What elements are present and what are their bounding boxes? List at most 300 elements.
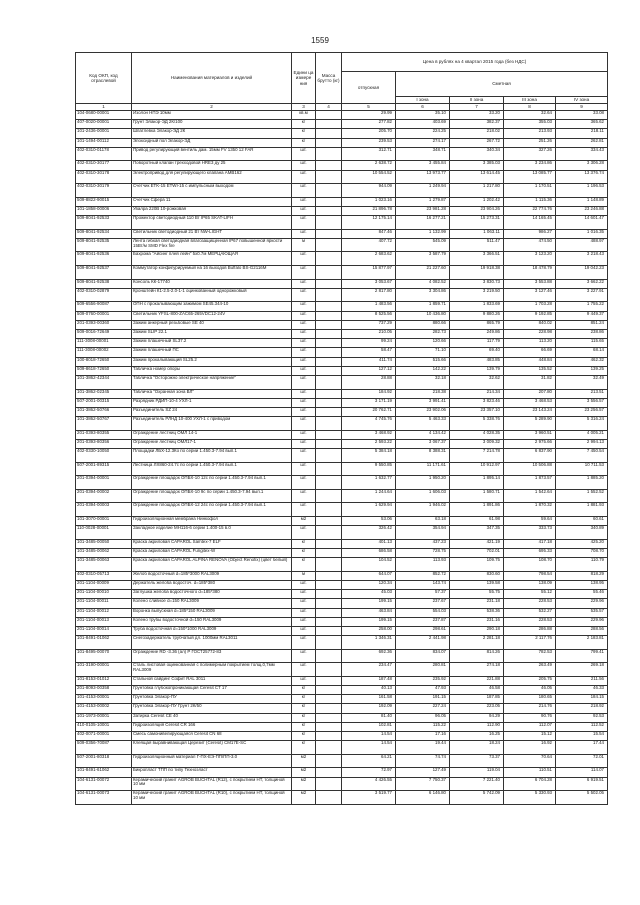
item-unit: кг: [292, 129, 316, 138]
item-mass: [316, 517, 342, 526]
item-unit: шт.: [292, 216, 316, 230]
header-zone4: IV зона: [556, 97, 608, 104]
price-zone3: 1 170.51: [504, 184, 556, 198]
price-zone3: 333.73: [504, 526, 556, 540]
item-unit: шт.: [292, 462, 316, 476]
item-name: Краска акриловая CAPAROL ALPINA RENOVA (Object Renofix) (цвет белый): [132, 558, 292, 572]
item-code: 410-0105-10001: [76, 722, 132, 731]
page-number: 1559: [311, 36, 329, 45]
column-number: 5: [342, 104, 396, 111]
price-zone4: 340.89: [556, 526, 608, 540]
item-unit: кг: [292, 741, 316, 755]
price-release: 407.72: [342, 238, 396, 252]
price-zone1: 191.15: [396, 695, 450, 704]
item-name: Зажим SLIP 22.1: [132, 330, 292, 339]
item-mass: [316, 366, 342, 375]
table-row: [76, 389, 608, 398]
item-unit: шт.: [292, 590, 316, 599]
item-mass: [316, 476, 342, 490]
item-code: 509-6556-90087: [76, 302, 132, 311]
item-mass: [316, 526, 342, 540]
item-code: 101-3070-00001: [76, 517, 132, 526]
price-zone1: 437.23: [396, 539, 450, 548]
item-unit: м2: [292, 777, 316, 791]
item-mass: [316, 197, 342, 206]
price-zone3: 108.70: [504, 558, 556, 572]
item-code: 201-1104-00010: [76, 590, 132, 599]
item-unit: кг: [292, 558, 316, 572]
price-zone2: 7 214.78: [450, 449, 504, 463]
price-zone2: 23 904.26: [450, 206, 504, 215]
item-name: Зажим анкерный резьбовые SE 40: [132, 320, 292, 329]
price-zone1: 3 455.84: [396, 161, 450, 170]
item-name: Бикропласт ТПП по типу Техноэласт: [132, 768, 292, 777]
item-code: 111-3008-00001: [76, 339, 132, 348]
item-mass: [316, 375, 342, 389]
price-release: 199.15: [342, 599, 396, 608]
price-release: 8 525.56: [342, 311, 396, 320]
item-name: Клеящая выравнивающая Церезит (Ceresit) CM17E-SC: [132, 741, 292, 755]
price-release: 72.97: [342, 768, 396, 777]
item-code: 101-3862-50766: [76, 407, 132, 416]
item-code: 507-2001-80318: [76, 754, 132, 768]
price-zone4: 60.61: [556, 517, 608, 526]
price-release: 9 550.85: [342, 462, 396, 476]
price-zone4: 229.96: [556, 599, 608, 608]
item-mass: [316, 138, 342, 147]
price-zone3: 10 506.88: [504, 462, 556, 476]
price-zone4: 799.41: [556, 649, 608, 663]
price-zone1: 282.73: [396, 330, 450, 339]
item-unit: шт.: [292, 636, 316, 650]
price-zone2: 231.18: [450, 599, 504, 608]
price-zone1: 280.81: [396, 663, 450, 677]
item-code: 101-3190-00001: [76, 663, 132, 677]
price-zone2: 830.60: [450, 571, 504, 580]
price-zone2: 23 357.10: [450, 407, 504, 416]
item-code: 101-1494-00112: [76, 138, 132, 147]
price-zone1: 120.66: [396, 339, 450, 348]
price-zone3: 3 553.88: [504, 279, 556, 288]
price-zone3: 840.02: [504, 320, 556, 329]
price-zone1: 852.72: [396, 571, 450, 580]
item-mass: [316, 676, 342, 685]
price-zone3: 113.20: [504, 339, 556, 348]
item-unit: шт.: [292, 398, 316, 407]
price-release: 45.03: [342, 590, 396, 599]
price-zone3: 532.27: [504, 608, 556, 617]
item-mass: [316, 695, 342, 704]
price-zone3: 31.82: [504, 375, 556, 389]
price-zone4: 55.46: [556, 590, 608, 599]
price-zone3: 448.84: [504, 357, 556, 366]
item-mass: [316, 170, 342, 184]
item-mass: [316, 617, 342, 626]
item-name: Зажим плашечный ПС: [132, 348, 292, 357]
item-unit: шт.: [292, 170, 316, 184]
price-release: 1 346.31: [342, 636, 396, 650]
price-zone4: 2 994.13: [556, 439, 608, 448]
price-release: 2 683.62: [342, 252, 396, 266]
price-zone2: 19 918.38: [450, 266, 504, 280]
price-zone4: 365.62: [556, 120, 608, 129]
price-zone2: 55.75: [450, 590, 504, 599]
header-estimate: Сметная: [396, 72, 608, 97]
item-name: Грунтовка Элакор-ПУ Грунт 2К/50: [132, 704, 292, 713]
item-name: Зажим прокалывающий SL25.2: [132, 357, 292, 366]
item-mass: [316, 129, 342, 138]
price-zone1: 218.38: [396, 389, 450, 398]
price-release: 3 519.77: [342, 791, 396, 805]
price-zone4: 10 711.53: [556, 462, 608, 476]
price-zone1: 554.03: [396, 608, 450, 617]
item-code: 201-1104-00014: [76, 626, 132, 635]
price-zone1: 21 227.60: [396, 266, 450, 280]
item-name: Воронка выпускная d=185*150 RAL3009: [132, 608, 292, 617]
item-name: Зажим плашечный SL37.2: [132, 339, 292, 348]
price-zone3: 1 703.28: [504, 302, 556, 311]
price-zone3: 5 289.90: [504, 417, 556, 431]
item-unit: шт.: [292, 206, 316, 215]
price-release: 102.81: [342, 722, 396, 731]
price-zone1: 237.87: [396, 617, 450, 626]
item-mass: [316, 229, 342, 238]
item-unit: шт.: [292, 197, 316, 206]
price-zone3: 14 165.45: [504, 216, 556, 230]
price-zone3: 286.88: [504, 626, 556, 635]
price-release: 40.13: [342, 686, 396, 695]
price-release: 692.36: [342, 649, 396, 663]
price-zone4: 23 256.57: [556, 407, 608, 416]
price-zone4: 3 306.28: [556, 161, 608, 170]
table-row: [76, 649, 608, 663]
price-release: 58.47: [342, 348, 396, 357]
price-release: 14.54: [342, 732, 396, 741]
price-zone4: 462.32: [556, 357, 608, 366]
table-row: [76, 791, 608, 805]
price-zone2: 1 833.69: [450, 302, 504, 311]
table-row: [76, 571, 608, 580]
price-release: 4 426.55: [342, 777, 396, 791]
price-release: 161.58: [342, 695, 396, 704]
item-name: Шпатлевка Элакор-ЭД 2К: [132, 129, 292, 138]
price-zone1: 6 146.80: [396, 791, 450, 805]
price-zone3: 70.64: [504, 754, 556, 768]
column-number: 8: [504, 104, 556, 111]
table-row: [76, 754, 608, 768]
table-row: [76, 768, 608, 777]
item-unit: м2: [292, 754, 316, 768]
item-code: 402-0310-30179: [76, 184, 132, 198]
item-mass: [316, 339, 342, 348]
price-zone4: 1 148.89: [556, 197, 608, 206]
item-mass: [316, 147, 342, 161]
table-row: [76, 695, 608, 704]
item-code: 402-0310-30177: [76, 161, 132, 170]
item-code: 101-3485-00050: [76, 539, 132, 548]
item-name: Ограждение площадок ОПБХ-10 12с по серии 1.450.3-7.94 вып.1: [132, 476, 292, 490]
price-zone4: 7 450.54: [556, 449, 608, 463]
price-zone3: 214.76: [504, 704, 556, 713]
item-code: 101-1973-00001: [76, 713, 132, 722]
item-name: Электропривод для регулирующего клапана AMB162: [132, 170, 292, 184]
item-unit: шт.: [292, 489, 316, 503]
table-row: [76, 462, 608, 476]
item-mass: [316, 407, 342, 416]
price-zone4: 19 042.23: [556, 266, 608, 280]
price-zone1: 235.92: [396, 676, 450, 685]
table-row: [76, 449, 608, 463]
price-zone1: 545.09: [396, 238, 450, 252]
item-code: 101-8491-01062: [76, 636, 132, 650]
item-name: Консоль КК-17740: [132, 279, 292, 288]
price-zone3: 90.76: [504, 713, 556, 722]
price-release: 20 762.71: [342, 407, 396, 416]
item-code: 101-4153-00002: [76, 704, 132, 713]
price-release: 210.05: [342, 330, 396, 339]
table-row: [76, 713, 608, 722]
table-row: [76, 417, 608, 431]
item-code: 201-0394-00002: [76, 489, 132, 503]
item-name: Площадки ЛБХ-12.3Ко по серии 1.450.3-7.94 вып.1: [132, 449, 292, 463]
price-zone3: 16.92: [504, 741, 556, 755]
item-code: 201-1104-00013: [76, 617, 132, 626]
price-zone4: 269.18: [556, 663, 608, 677]
price-zone3: 59.64: [504, 517, 556, 526]
table-row: [76, 741, 608, 755]
price-zone2: 15 273.31: [450, 216, 504, 230]
price-release: 686.58: [342, 549, 396, 558]
item-unit: шт.: [292, 599, 316, 608]
price-zone1: 5 463.33: [396, 417, 450, 431]
price-zone3: 18 478.79: [504, 266, 556, 280]
item-unit: кг: [292, 695, 316, 704]
price-release: 104.52: [342, 558, 396, 572]
item-code: 402-0310-02879: [76, 288, 132, 302]
item-mass: [316, 330, 342, 339]
item-unit: шт.: [292, 476, 316, 490]
price-release: 2 817.80: [342, 288, 396, 302]
item-name: Ограждение RD -3.36 (ал) Р ГОСТ25772-83: [132, 649, 292, 663]
item-unit: шт.: [292, 252, 316, 266]
table-row: [76, 366, 608, 375]
price-zone3: 3 127.46: [504, 288, 556, 302]
item-name: Керамический гранит AGROB BUCHTAL (R12), с покрытием HT, толщиной 10 мм: [132, 777, 292, 791]
item-mass: [316, 348, 342, 357]
item-name: Привод регулирующий вентиль дам. 15мм FV 1350 12 FAR: [132, 147, 292, 161]
header-code: Код ОКП, код отраслевой: [76, 53, 132, 104]
price-release: 463.84: [342, 608, 396, 617]
item-unit: шт.: [292, 147, 316, 161]
item-code: 101-4153-00001: [76, 695, 132, 704]
price-zone2: 702.01: [450, 549, 504, 558]
price-release: 3 053.67: [342, 279, 396, 288]
item-name: Ограждение площадок ОПБХ-12 24с по серии 1.450.3-7.94 вып.1: [132, 503, 292, 517]
item-name: Заглушка желоба водосточного d=185*380: [132, 590, 292, 599]
item-unit: шт.: [292, 348, 316, 357]
table-row: [76, 311, 608, 320]
item-name: Колено трубы водосточной d=150 RAL3009: [132, 617, 292, 626]
item-code: 402-0071-00001: [76, 732, 132, 741]
item-code: 201-8093-00358: [76, 686, 132, 695]
item-code: 509-8041-92538: [76, 279, 132, 288]
price-zone2: 13 614.45: [450, 170, 504, 184]
price-zone4: 3 227.91: [556, 288, 608, 302]
price-zone2: 340.34: [450, 147, 504, 161]
price-zone3: 228.53: [504, 617, 556, 626]
table-row: [76, 503, 608, 517]
price-release: 234.47: [342, 663, 396, 677]
table-body: [76, 111, 608, 805]
item-code: 507-2001-89315: [76, 462, 132, 476]
price-table: [75, 52, 608, 805]
item-unit: шт.: [292, 608, 316, 617]
header-zone1: I зона: [396, 97, 450, 104]
price-zone4: 32.49: [556, 375, 608, 389]
item-unit: шт.: [292, 357, 316, 366]
price-release: 12 175.14: [342, 216, 396, 230]
price-release: 1 244.64: [342, 489, 396, 503]
price-zone1: 19.44: [396, 741, 450, 755]
price-release: 53.06: [342, 517, 396, 526]
price-zone2: 5 742.09: [450, 791, 504, 805]
item-code: 104-6131-00072: [76, 777, 132, 791]
item-name: Ограждение лестниц ОМЛ17-1: [132, 439, 292, 448]
price-release: 277.82: [342, 120, 396, 129]
price-zone1: 1 249.94: [396, 184, 450, 198]
price-release: 81.40: [342, 713, 396, 722]
item-unit: м2: [292, 768, 316, 777]
price-zone3: 9 192.85: [504, 311, 556, 320]
item-mass: [316, 599, 342, 608]
price-zone2: 814.26: [450, 649, 504, 663]
price-zone2: 231.16: [450, 617, 504, 626]
price-zone2: 223.05: [450, 704, 504, 713]
price-zone4: 112.52: [556, 722, 608, 731]
price-zone4: 1 755.22: [556, 302, 608, 311]
item-name: Светильник светодиодный 21 Вт NW-LIGHT: [132, 229, 292, 238]
price-release: 64.21: [342, 754, 396, 768]
price-zone1: 3 587.79: [396, 252, 450, 266]
item-unit: шт.: [292, 430, 316, 439]
item-unit: шт.: [292, 229, 316, 238]
price-release: 2 638.72: [342, 161, 396, 170]
price-release: 944.09: [342, 184, 396, 198]
price-zone2: 61.98: [450, 517, 504, 526]
item-code: 509-8618-72650: [76, 366, 132, 375]
price-zone4: 14 601.47: [556, 216, 608, 230]
price-zone2: 109.75: [450, 558, 504, 572]
table-row: [76, 430, 608, 439]
item-mass: [316, 398, 342, 407]
item-name: Затирка Ceresit CE 40: [132, 713, 292, 722]
item-code: 402-0310-05713: [76, 571, 132, 580]
price-release: 5 384.18: [342, 449, 396, 463]
price-zone3: 66.69: [504, 348, 556, 357]
item-code: 101-2436-00001: [76, 129, 132, 138]
price-zone2: 214.34: [450, 389, 504, 398]
price-zone3: 228.98: [504, 330, 556, 339]
item-code: 509-0356-70087: [76, 741, 132, 755]
item-mass: [316, 439, 342, 448]
table-row: [76, 686, 608, 695]
item-unit: м: [292, 238, 316, 252]
item-name: Счетчик ETK-15 ETWI-15 с импульсным выходом: [132, 184, 292, 198]
price-zone4: 33.08: [556, 111, 608, 120]
item-name: Счетчик Сфера 11: [132, 197, 292, 206]
item-name: Грунт Элакор-ЭД 2К/100: [132, 120, 292, 129]
price-zone4: 425.20: [556, 539, 608, 548]
price-zone1: 728.75: [396, 549, 450, 558]
price-zone3: 695.33: [504, 549, 556, 558]
item-code: 201-0394-00001: [76, 476, 132, 490]
item-name: Смесь самонивелирующаяся Ceresit CN 68: [132, 732, 292, 741]
item-mass: [316, 741, 342, 755]
price-zone2: 347.35: [450, 526, 504, 540]
item-name: Лента гибкая светодиодная влагозащищенная IP67 повышенной яркости 15Вт/м SMD Flex fire: [132, 238, 292, 252]
item-code: 201-0393-80355: [76, 430, 132, 439]
price-zone1: 2 441.98: [396, 636, 450, 650]
price-zone2: 218.02: [450, 129, 504, 138]
price-zone1: 880.66: [396, 320, 450, 329]
table-row: [76, 320, 608, 329]
item-code: 509-8041-92537: [76, 266, 132, 280]
item-name: Разрядник РДИП-10-4 УХЛ-1: [132, 398, 292, 407]
price-zone4: 5 502.05: [556, 791, 608, 805]
price-zone3: 135.52: [504, 366, 556, 375]
item-unit: шт.: [292, 302, 316, 311]
item-unit: шт.: [292, 503, 316, 517]
header-zone2: II зона: [450, 97, 504, 104]
item-code: 101-3485-00062: [76, 549, 132, 558]
item-code: 402-0310-30178: [76, 170, 132, 184]
price-zone3: 1 542.64: [504, 489, 556, 503]
price-zone3: 213.93: [504, 129, 556, 138]
price-zone2: 5 338.76: [450, 417, 504, 431]
price-zone3: 798.54: [504, 571, 556, 580]
table-row: [76, 111, 608, 120]
price-zone2: 18.24: [450, 741, 504, 755]
table-row: [76, 489, 608, 503]
column-number: 4: [316, 104, 342, 111]
item-unit: шт.: [292, 279, 316, 288]
price-zone2: 2 281.18: [450, 636, 504, 650]
item-mass: [316, 266, 342, 280]
price-zone1: 354.94: [396, 526, 450, 540]
table-row: [76, 302, 608, 311]
price-zone1: 113.93: [396, 558, 450, 572]
header-unit: Едини ца измере ния: [292, 53, 316, 104]
item-mass: [316, 311, 342, 320]
item-unit: шт.: [292, 580, 316, 589]
price-zone2: 511.47: [450, 238, 504, 252]
price-zone1: 224.25: [396, 129, 450, 138]
price-zone3: 55.12: [504, 590, 556, 599]
item-unit: кг: [292, 732, 316, 741]
item-mass: [316, 539, 342, 548]
price-release: 258.00: [342, 626, 396, 635]
table-row: [76, 676, 608, 685]
price-zone4: 1 881.93: [556, 503, 608, 517]
price-zone4: 488.97: [556, 238, 608, 252]
item-mass: [316, 417, 342, 431]
price-zone3: 32.64: [504, 111, 556, 120]
price-zone3: 327.26: [504, 147, 556, 161]
table-row: [76, 375, 608, 389]
item-name: Лестница ЛХ860-24.7с по серии 1.450.3-7.94 вып.1: [132, 462, 292, 476]
price-zone1: 16 277.21: [396, 216, 450, 230]
item-unit: кв.м: [292, 111, 316, 120]
